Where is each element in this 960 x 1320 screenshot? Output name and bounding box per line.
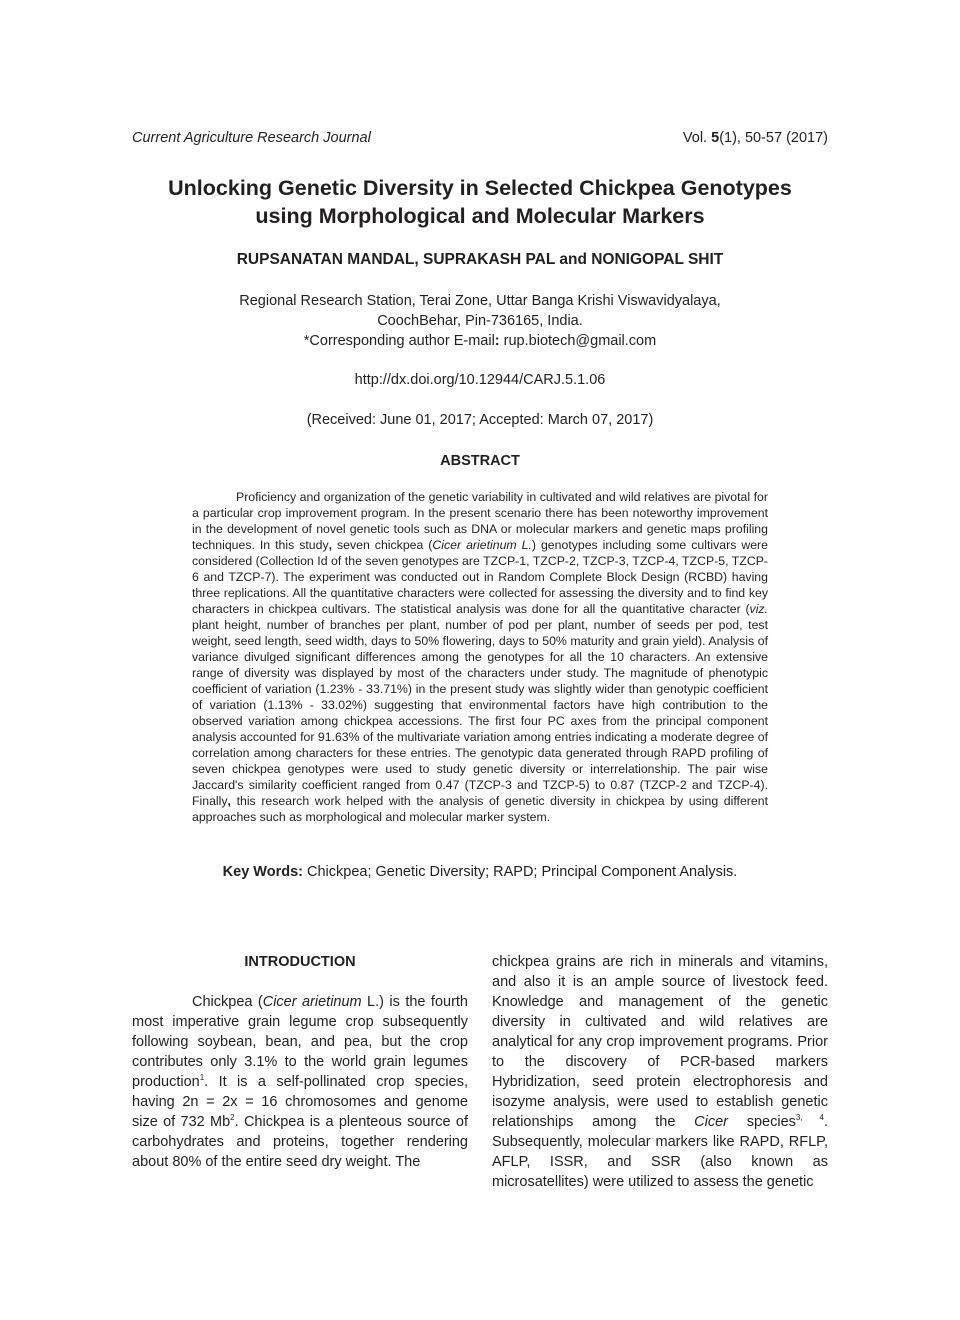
abstract-viz: viz. (749, 602, 768, 616)
abstract-part-4: plant height, number of branches per plant, number of pod per plant, number of seeds per pod, test weight, seed length, seed width, days to 50% flowering, days to 50% maturity and grain yield). Analysis of variance divulged significant differences among the genotypes for all the 10 characters. An extensive range of diversity was displayed by most of the characters under study. The magnitude of phenotypic coefficient of variation (1.23% - 33.71%) in the present study was slightly wider than genotypic coefficient of variation (1.13% - 33.02%) suggesting that environmental factors have high contribution to the observed variation among chickpea accessions. The first four PC axes from the principal component analysis accounted for 91.63% of the multivariate variation among entries indicating a moderate degree of correlation among characters for these entries. The genotypic data generated through RAPD profiling of seven chickpea genotypes were used to study genetic diversity or interrelationship. The pair wise Jaccard's similarity coefficient ranged from 0.47 (TZCP-3 and TZCP-5) to 0.87 (TZCP-2 and TZCP-4). Finally (192, 618, 768, 808)
intro-left-part-1: Chickpea ( (192, 994, 263, 1010)
affiliation (100, 291, 860, 351)
affiliation-line-2: CoochBehar, Pin-736165, India. (377, 313, 583, 329)
intro-right-part-3: . Subsequently, molecular markers like RAPD, RFLP, AFLP, ISSR, and SSR (also known as microsatellites) were utilized to assess the genetic (492, 1114, 828, 1190)
vol-number: 5 (711, 130, 720, 146)
introduction-right-column (492, 952, 828, 1192)
intro-left-part-4: . Chickpea is a plenteous source of carbohydrates and proteins, together rendering about 80% of the entire seed dry weight. The (132, 1114, 468, 1170)
abstract-part-3: ) genotypes including some cultivars were considered (Collection Id of the seven genotypes are TZCP-1, TZCP-2, TZCP-3, TZCP-4, TZCP-5, TZCP-6 and TZCP-7). The experiment was conducted out in Random Complete Block Design (RCBD) having three replications. All the quantitative characters were collected for assessing the diversity and to find key characters in chickpea cultivars. The statistical analysis was done for all the quantitative character ( (192, 538, 768, 616)
intro-left-part-2: L.) is the fourth most imperative grain legume crop subsequently following soybean, bean, and pea, but the crop contributes only 3.1% to the world grain legumes production (132, 994, 468, 1090)
introduction-heading: INTRODUCTION (244, 954, 356, 970)
keywords-label: Key Words: (222, 864, 303, 880)
journal-name: Current Agriculture Research Journal (132, 130, 371, 146)
doi-link[interactable]: http://dx.doi.org/10.12944/CARJ.5.1.06 (354, 372, 606, 388)
abstract-part-2: seven chickpea ( (332, 538, 433, 552)
intro-right-genus: Cicer (694, 1114, 728, 1130)
corresponding-label: *Corresponding author E-mail (303, 333, 495, 349)
abstract-heading: ABSTRACT (440, 453, 520, 469)
intro-right-part-1: chickpea grains are rich in minerals and vitamins, and also it is an ample source of livestock feed. Knowledge and management of the genetic diversity in cultivated and wild relatives are analytical for any crop improvement programs. Prior to the discovery of PCR-based markers Hybridization, seed protein electrophoresis and isozyme analysis, were used to establish genetic relationships among the (492, 954, 828, 1130)
abstract-part-1: Proficiency and organization of the genetic variability in cultivated and wild relatives are pivotal for a particular crop improvement program. In the present scenario there has been noteworthy improvement in the development of novel genetic tools such as DNA or molecular markers and genetic maps profiling techniques. In this study (192, 490, 768, 552)
author-email[interactable]: rup.biotech@gmail.com (499, 333, 657, 349)
title-line-1: Unlocking Genetic Diversity in Selected Chickpea Genotypes (168, 176, 792, 200)
citation-ref-1: 1 (199, 1073, 205, 1083)
affiliation-line-1: Regional Research Station, Terai Zone, Uttar Banga Krishi Viswavidyalaya, (239, 293, 721, 309)
vol-prefix: Vol. (682, 130, 712, 146)
intro-left-part-3: . It is a self-pollinated crop species, having 2n = 2x = 16 chromosomes and genome size of 732 Mb (132, 1074, 468, 1130)
abstract-part-5: this research work helped with the analysis of genetic diversity in chickpea by using different approaches such as morphological and molecular marker system. (192, 794, 768, 824)
abstract-species: Cicer arietinum L. (432, 538, 532, 552)
corresponding-colon: : (494, 333, 500, 349)
received-accepted-dates: (Received: June 01, 2017; Accepted: March 07, 2017) (306, 412, 654, 428)
abstract-text (192, 489, 768, 825)
authors: RUPSANATAN MANDAL, SUPRAKASH PAL and NONIGOPAL SHIT (236, 251, 724, 268)
vol-suffix: (1), 50-57 (2017) (719, 130, 828, 146)
corresponding-author (100, 331, 860, 351)
volume-info (683, 130, 828, 146)
abstract-comma-1: , (328, 538, 333, 552)
keywords (100, 864, 860, 880)
title-line-2: using Morphological and Molecular Markers (255, 204, 705, 228)
keywords-text: Chickpea; Genetic Diversity; RAPD; Principal Component Analysis. (302, 864, 738, 880)
paper-title (100, 174, 860, 230)
citation-ref-2: 2 (230, 1113, 235, 1123)
citation-ref-3-4: 3, 4 (795, 1113, 824, 1123)
introduction-left-column (132, 992, 468, 1172)
intro-right-part-2: species (727, 1114, 796, 1130)
intro-left-species: Cicer arietinum (262, 994, 362, 1010)
abstract-comma-2: , (227, 794, 231, 808)
